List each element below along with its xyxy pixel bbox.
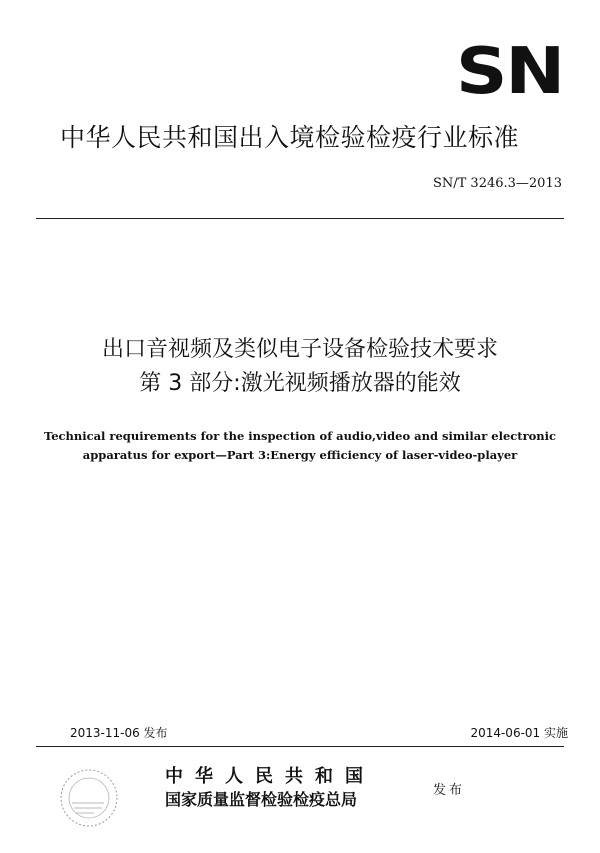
standard-number: SN/T 3246.3—2013: [432, 176, 562, 191]
document-title-cn-line1: 出口音视频及类似电子设备检验技术要求: [101, 337, 498, 362]
issuer-country: 中华人民共和国: [165, 766, 375, 787]
implementation-date: 2014-06-01 实施: [470, 726, 568, 740]
industry-standard-title: 中华人民共和国出入境检验检疫行业标准: [60, 123, 520, 152]
header-divider: [36, 218, 564, 219]
footer-divider: [36, 746, 564, 747]
publisher-stamp-icon: [58, 767, 120, 829]
document-title-en-line1: Technical requirements for the inspection of audio,video and similar electronic: [43, 429, 557, 443]
issue-date: 2013-11-06 发布: [70, 726, 168, 740]
issuer-agency: 国家质量监督检验检疫总局: [165, 790, 358, 809]
document-title-cn-line2: 第 3 部分:激光视频播放器的能效: [139, 371, 461, 396]
sn-logo: SN: [455, 35, 563, 109]
document-title-en-line2: apparatus for export—Part 3:Energy efficiency of laser-video-player: [82, 448, 518, 462]
publish-label: 发布: [433, 783, 466, 798]
